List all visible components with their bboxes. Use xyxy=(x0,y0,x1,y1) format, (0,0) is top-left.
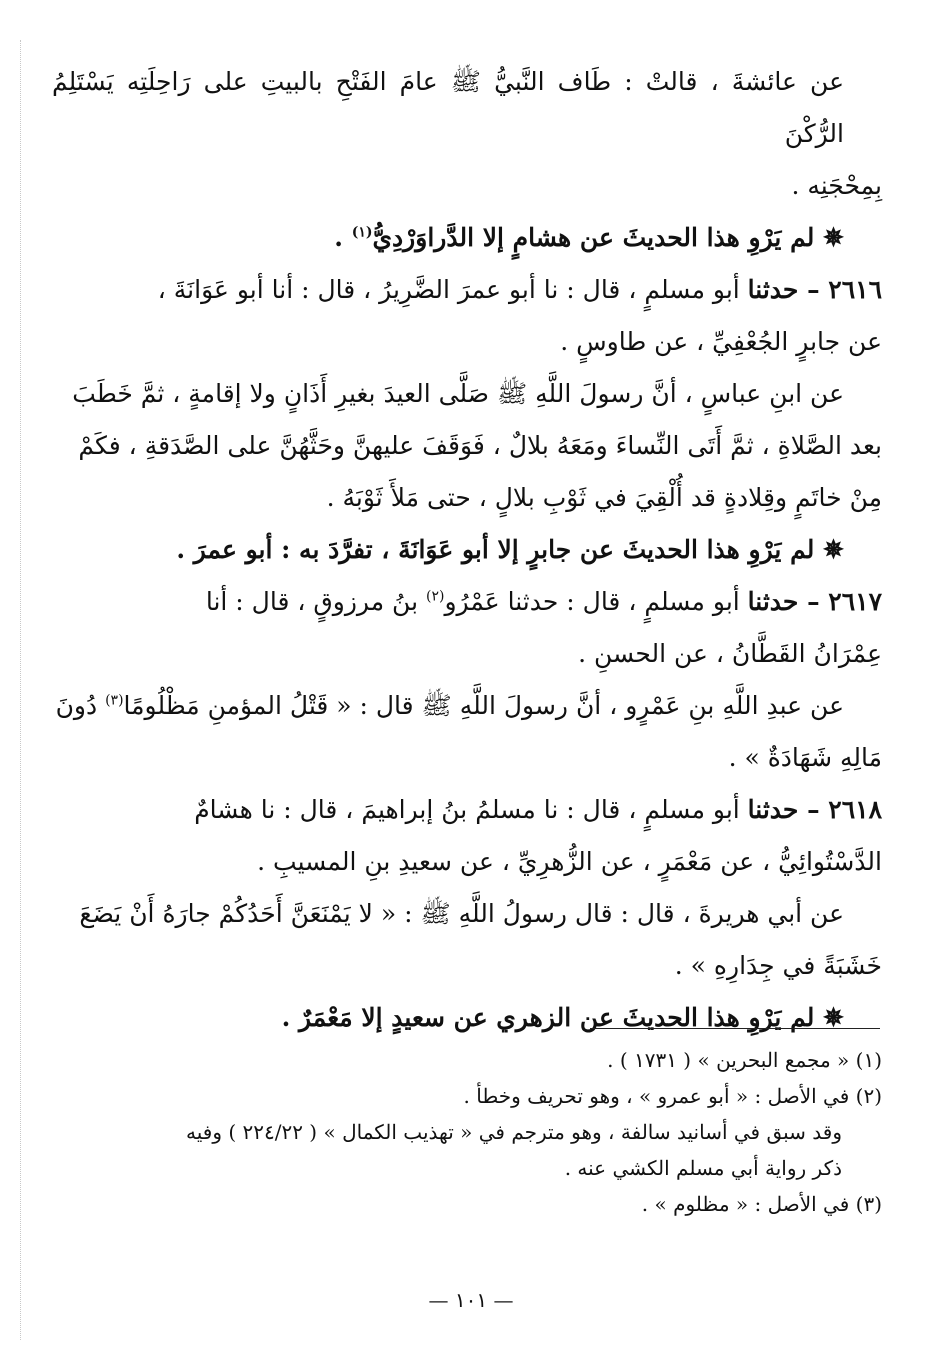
hadith-2616-header xyxy=(52,264,882,316)
footnote-1: (١) « مجمع البحرين » ( ١٧٣١ ) . xyxy=(607,1048,882,1072)
footnote-ref: (٢) xyxy=(425,588,445,605)
margin-dotted-rule xyxy=(20,40,21,1340)
text-line: عن أبي هريرةَ ، قال : قال رسولُ اللَّهِ ﷺ : « لا يَمْنَعَنَّ أَحَدُكُمْ جارَهُ أَنْ يَضَعَ xyxy=(79,899,844,928)
matn-text: دُونَ xyxy=(55,691,106,720)
isnad-text: بنُ مرزوقٍ ، قال : أنا xyxy=(205,587,426,616)
text-line xyxy=(52,680,882,732)
editor-note xyxy=(52,212,882,264)
footnotes xyxy=(52,1042,882,1222)
editor-note: ✵ لم يَرْوِ هذا الحديثَ عن جابرٍ إلا أبو عَوَانَةَ ، تفرَّدَ به : أبو عمرَ . xyxy=(176,535,844,564)
text-line: عِمْرَانُ القَطَّانُ ، عن الحسنِ . xyxy=(578,639,882,668)
text-line: بِمِحْجَنِه . xyxy=(791,171,882,200)
hadith-number: ٢٦١٨ xyxy=(828,795,882,824)
page-number: — ١٠١ — xyxy=(428,1288,514,1312)
text-line: عن جابرٍ الجُعْفِيِّ ، عن طاوسٍ . xyxy=(560,327,882,356)
hadith-number: ٢٦١٦ xyxy=(828,275,882,304)
text-line: مِنْ خاتَمٍ وقِلادةٍ قد أُلْقِيَ في ثَوْبِ بلالٍ ، حتى مَلأَ ثَوْبَهُ . xyxy=(326,483,882,512)
hadith-number: ٢٦١٧ xyxy=(828,587,882,616)
footnote-ref: (٣) xyxy=(105,692,124,709)
text-line: خَشَبَةً في جِدَارِهِ » . xyxy=(674,951,882,980)
footnote-ref: (١) xyxy=(351,224,373,241)
isnad-text: أبو مسلمٍ ، قال : نا أبو عمرَ الضَّرِيرُ ، قال : أنا أبو عَوَانَةَ ، xyxy=(157,275,748,304)
main-text xyxy=(52,56,882,1044)
footnote-2-continued: ذكر رواية أبي مسلم الكشي عنه . xyxy=(564,1156,842,1180)
footnote-separator xyxy=(590,1028,880,1029)
note-end: . xyxy=(334,223,352,252)
text-line: الدَّسْتُوائِيُّ ، عن مَعْمَرٍ ، عن الزُّهرِيِّ ، عن سعيدِ بنِ المسيبِ . xyxy=(257,847,882,876)
hadith-lead: – حدثنا xyxy=(747,795,829,824)
hadith-lead: – حدثنا xyxy=(747,587,829,616)
hadith-2618-header xyxy=(52,784,882,836)
footnote-3: (٣) في الأصل : « مظلوم » . xyxy=(641,1192,882,1216)
isnad-text: أبو مسلمٍ ، قال : حدثنا عَمْرُو xyxy=(444,587,748,616)
hadith-lead: – حدثنا xyxy=(747,275,829,304)
text-line: عن عائشةَ ، قالتْ : طَاف النَّبيُّ ﷺ عامَ الفَتْحِ بالبيتِ على رَاحِلَتِه يَسْتَلِمُ الرُّكْنَ xyxy=(52,67,844,148)
note-text: ✵ لم يَرْوِ هذا الحديثَ عن هشامٍ إلا الدَّراوَرْدِيُّ xyxy=(372,223,844,252)
isnad-text: أبو مسلمٍ ، قال : نا مسلمُ بنُ إبراهيمَ ، قال : نا هشامٌ xyxy=(194,795,748,824)
matn-text: عن عبدِ اللَّهِ بنِ عَمْرٍو ، أنَّ رسولَ اللَّهِ ﷺ قال : « قَتْلُ المؤمنِ مَظْلُومًا xyxy=(123,691,844,720)
hadith-2617-header xyxy=(52,576,882,628)
text-line: بعد الصَّلاةِ ، ثمَّ أَتَى النِّساءَ ومَعَهُ بلالٌ ، فَوَقَفَ عليهنَّ وحَثَّهُنَّ على الصَّدَقةِ ، فكَمْ xyxy=(78,431,882,460)
footnote-2-continued: وقد سبق في أسانيد سالفة ، وهو مترجم في « تهذيب الكمال » ( ٢٢٤/٢٢ ) وفيه xyxy=(186,1120,842,1144)
text-line: عن ابنِ عباسٍ ، أنَّ رسولَ اللَّهِ ﷺ صَلَّى العيدَ بغيرِ أَذَانٍ ولا إقامةٍ ، ثمَّ خَطَبَ xyxy=(72,379,844,408)
text-line: مَالِهِ شَهَادَةٌ » . xyxy=(728,743,882,772)
footnote-2: (٢) في الأصل : « أبو عمرو » ، وهو تحريف وخطأ . xyxy=(463,1084,882,1108)
editor-note: ✵ لم يَرْوِ هذا الحديثَ عن الزهري عن سعيدٍ إلا مَعْمَرٌ . xyxy=(281,1003,844,1032)
